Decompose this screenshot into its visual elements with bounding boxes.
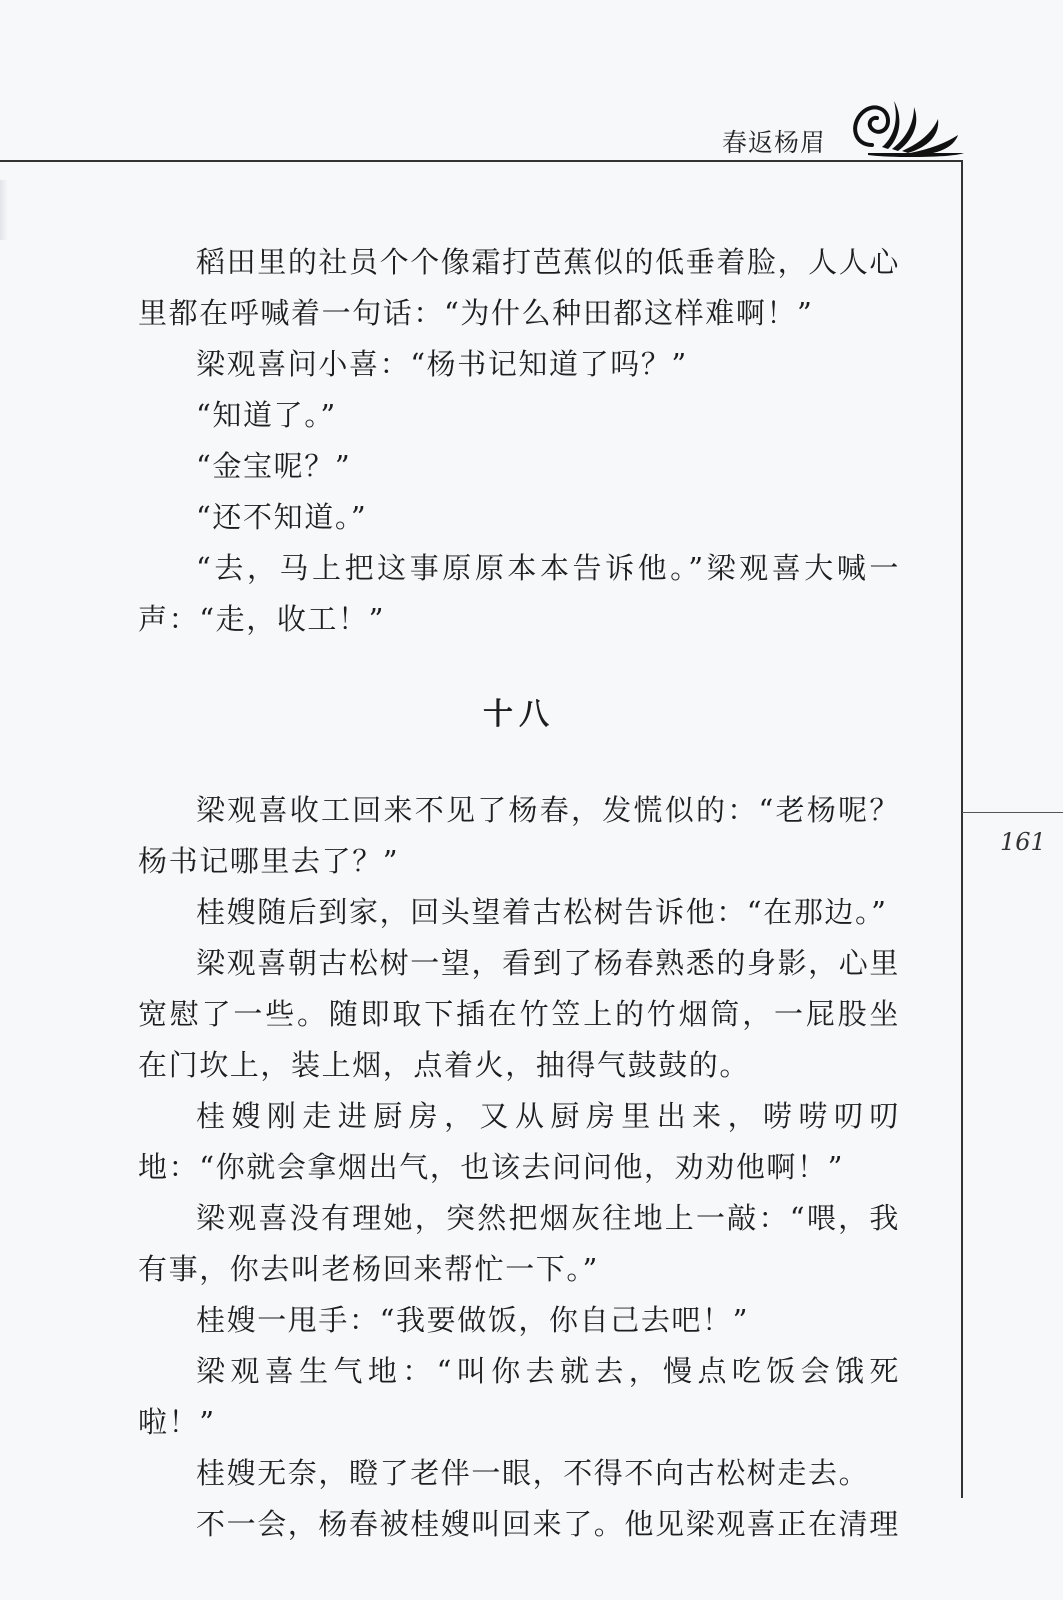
- paragraph: “还不知道。”: [196, 500, 368, 534]
- paragraph: 梁观喜收工回来不见了杨春，发慌似的：“老杨呢？杨书记哪里去了？”: [138, 793, 900, 878]
- running-header: [0, 95, 1063, 165]
- margin-rule: [961, 160, 963, 1498]
- paragraph: 桂嫂一甩手：“我要做饭，你自己去吧！”: [196, 1303, 750, 1337]
- paragraph: 稻田里的社员个个像霜打芭蕉似的低垂着脸，人人心里都在呼喊着一句话：“为什么种田都这样难啊！”: [138, 245, 900, 330]
- body-text: [138, 237, 900, 1550]
- paragraph: 桂嫂随后到家，回头望着古松树告诉他：“在那边。”: [196, 895, 888, 929]
- running-title: 春返杨眉: [722, 128, 827, 157]
- page-number: 161: [1000, 828, 1046, 856]
- paragraph: 梁观喜朝古松树一望，看到了杨春熟悉的身影，心里宽慰了一些。随即取下插在竹笠上的竹烟筒，一屁股坐在门坎上，装上烟，点着火，抽得气鼓鼓的。: [138, 946, 900, 1082]
- paragraph: 梁观喜生气地：“叫你去就去，慢点吃饭会饿死啦！”: [138, 1354, 900, 1439]
- scan-edge-shadow: [0, 180, 8, 240]
- header-rule: [0, 160, 962, 162]
- paragraph: “知道了。”: [196, 398, 337, 432]
- paragraph: “去，马上把这事原原本本告诉他。”梁观喜大喊一声：“走，收工！”: [138, 551, 900, 636]
- flourish-ornament-icon: [848, 95, 968, 159]
- paragraph: “金宝呢？”: [196, 449, 352, 483]
- section-heading: 十八: [483, 697, 555, 732]
- paragraph: 不一会，杨春被桂嫂叫回来了。他见梁观喜正在清理: [196, 1507, 900, 1541]
- paragraph: 桂嫂刚走进厨房，又从厨房里出来，唠唠叨叨地：“你就会拿烟出气，也该去问问他，劝劝他啊！”: [138, 1099, 900, 1184]
- paragraph: 梁观喜没有理她，突然把烟灰往地上一敲：“喂，我有事，你去叫老杨回来帮忙一下。”: [138, 1201, 900, 1286]
- paragraph: 桂嫂无奈，瞪了老伴一眼，不得不向古松树走去。: [196, 1456, 870, 1490]
- paragraph: 梁观喜问小喜：“杨书记知道了吗？”: [196, 347, 688, 381]
- page-number-rule: [962, 812, 1063, 813]
